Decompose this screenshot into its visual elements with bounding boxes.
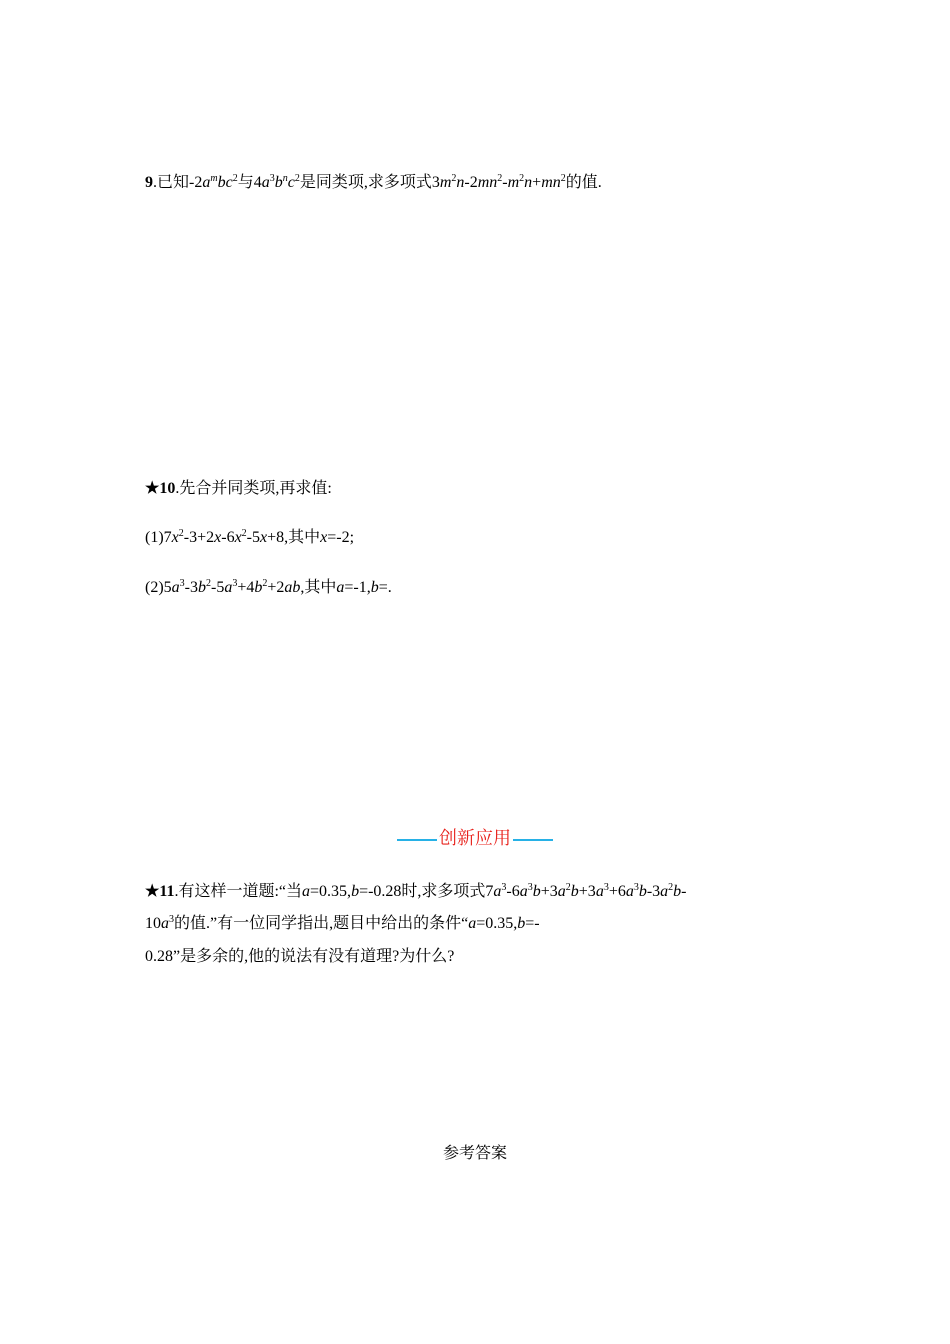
- question-10-text: 先合并同类项,再求值:: [179, 480, 332, 497]
- answers-title: 参考答案: [442, 1145, 507, 1162]
- question-9-text: .已知$-2a^mbc^2$与$4a^3b^nc^2$是同类项,求多项式$3m^2n-2mn^2-m^2n+mn^2$的值.: [153, 173, 602, 191]
- section-heading: [0, 826, 950, 850]
- question-10-part-2: $(2)5a^3-3b^2-5a^3+4b^2+2ab$,其中a=-1,b=.: [145, 578, 392, 596]
- question-10-number: ★10: [145, 480, 176, 497]
- question-11-line-1: ★11.有这样一道题:“当a=0.35,b=-0.28时,求多项式$7a^3-6a^3b+3a^2b+3a^3+6a^3b-3a^2b-$: [145, 882, 687, 900]
- section-title: 创新应用: [439, 828, 511, 848]
- section-rule-right: [513, 839, 553, 841]
- question-9-number: 9: [145, 174, 153, 191]
- question-10-part-1: $(1)7x^2-3+2x-6x^2-5x+8$,其中x=-2;: [145, 528, 355, 546]
- question-9: [145, 172, 602, 194]
- question-10: ★10.先合并同类项,再求值:: [145, 480, 332, 497]
- question-11-line-3: 0.28”是多余的,他的说法有没有道理?为什么?: [145, 948, 455, 965]
- section-rule-left: [397, 839, 437, 841]
- question-11-number: ★11: [145, 883, 175, 900]
- question-11-line-2: $10a^3$的值.”有一位同学指出,题目中给出的条件“a=0.35,b=-: [145, 914, 540, 932]
